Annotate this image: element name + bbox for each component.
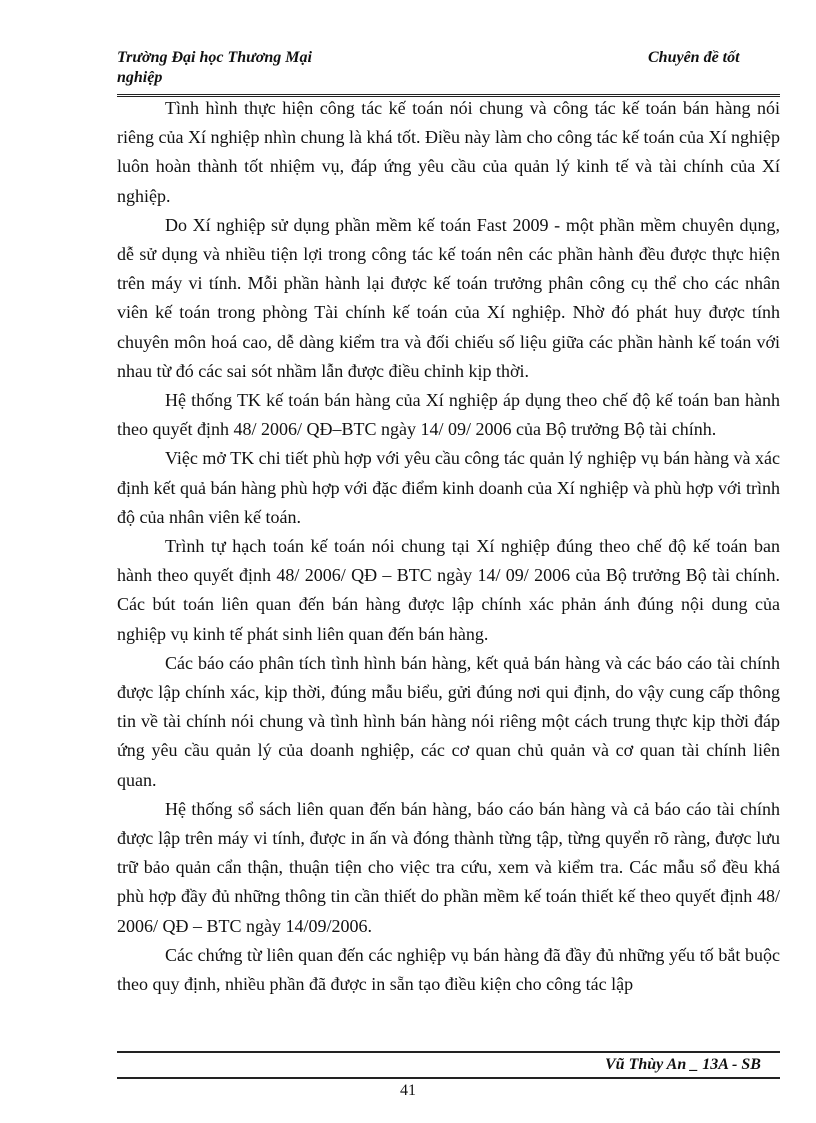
body-text (117, 94, 780, 999)
paragraph: Do Xí nghiệp sử dụng phần mềm kế toán Fast 2009 - một phần mềm chuyên dụng, dễ sử dụng và nhiều tiện lợi trong công tác kế toán nên các phần hành đều được thực hiện trên máy vi tính. Mỗi phần hành lại được kế toán trưởng phân công cụ thể cho các nhân viên kế toán trong phòng Tài chính kế toán của Xí nghiệp. Nhờ đó phát huy được tính chuyên môn hoá cao, dễ dàng kiểm tra và đối chiếu số liệu giữa các phần hành kế toán với nhau từ đó các sai sót nhầm lẫn được điều chỉnh kịp thời. (117, 214, 780, 381)
header-document-type: Chuyên đề tốt (648, 49, 740, 66)
paragraph: Các chứng từ liên quan đến các nghiệp vụ bán hàng đã đầy đủ những yếu tố bắt buộc theo quy định, nhiều phần đã được in sẵn tạo điều kiện cho công tác lập (117, 944, 780, 995)
paragraph: Hệ thống sổ sách liên quan đến bán hàng, báo cáo bán hàng và cả báo cáo tài chính được lập trên máy vi tính, được in ấn và đóng thành từng tập, từng quyển rõ ràng, được lưu trữ bảo quản cẩn thận, thuận tiện cho việc tra cứu, xem và kiểm tra. Các mẫu sổ đều khá phù hợp đầy đủ những thông tin cần thiết do phần mềm kế toán thiết kế theo quyết định 48/ 2006/ QĐ – BTC ngày 14/09/2006. (117, 798, 780, 936)
footer-bottom-rule (117, 1077, 780, 1079)
footer-author: Vũ Thùy An _ 13A - SB (605, 1056, 761, 1073)
paragraph: Việc mở TK chi tiết phù hợp với yêu cầu công tác quản lý nghiệp vụ bán hàng và xác định kết quả bán hàng phù hợp với đặc điểm kinh doanh của Xí nghiệp và phù hợp với trình độ của nhân viên kế toán. (117, 448, 780, 527)
paragraph: Các báo cáo phân tích tình hình bán hàng, kết quả bán hàng và các báo cáo tài chính được lập chính xác, kịp thời, đúng mẫu biểu, gửi đúng nơi qui định, do vậy cung cấp thông tin về tài chính nói chung và tình hình bán hàng nói riêng một cách trung thực kịp thời đáp ứng yêu cầu quản lý của doanh nghiệp, các cơ quan chủ quản và cơ quan tài chính liên quan. (117, 652, 780, 790)
page-number: 41 (400, 1082, 416, 1099)
paragraph: Tình hình thực hiện công tác kế toán nói chung và công tác kế toán bán hàng nói riêng của Xí nghiệp nhìn chung là khá tốt. Điều này làm cho công tác kế toán của Xí nghiệp luôn hoàn thành tốt nhiệm vụ, đáp ứng yêu cầu của quản lý kinh tế và tài chính của Xí nghiệp. (117, 98, 780, 206)
paragraph: Trình tự hạch toán kế toán nói chung tại Xí nghiệp đúng theo chế độ kế toán ban hành theo quyết định 48/ 2006/ QĐ – BTC ngày 14/ 09/ 2006 của Bộ trưởng Bộ tài chính. Các bút toán liên quan đến bán hàng được lập chính xác phản ánh đúng nội dung của nghiệp vụ kinh tế phát sinh liên quan đến bán hàng. (117, 536, 780, 644)
paragraph: Hệ thống TK kế toán bán hàng của Xí nghiệp áp dụng theo chế độ kế toán ban hành theo quyết định 48/ 2006/ QĐ–BTC ngày 14/ 09/ 2006 của Bộ trưởng Bộ tài chính. (117, 390, 780, 440)
footer-top-rule (117, 1051, 780, 1053)
page-header (117, 48, 780, 97)
header-school-name: Trường Đại học Thương Mại nghiệp (117, 49, 312, 86)
